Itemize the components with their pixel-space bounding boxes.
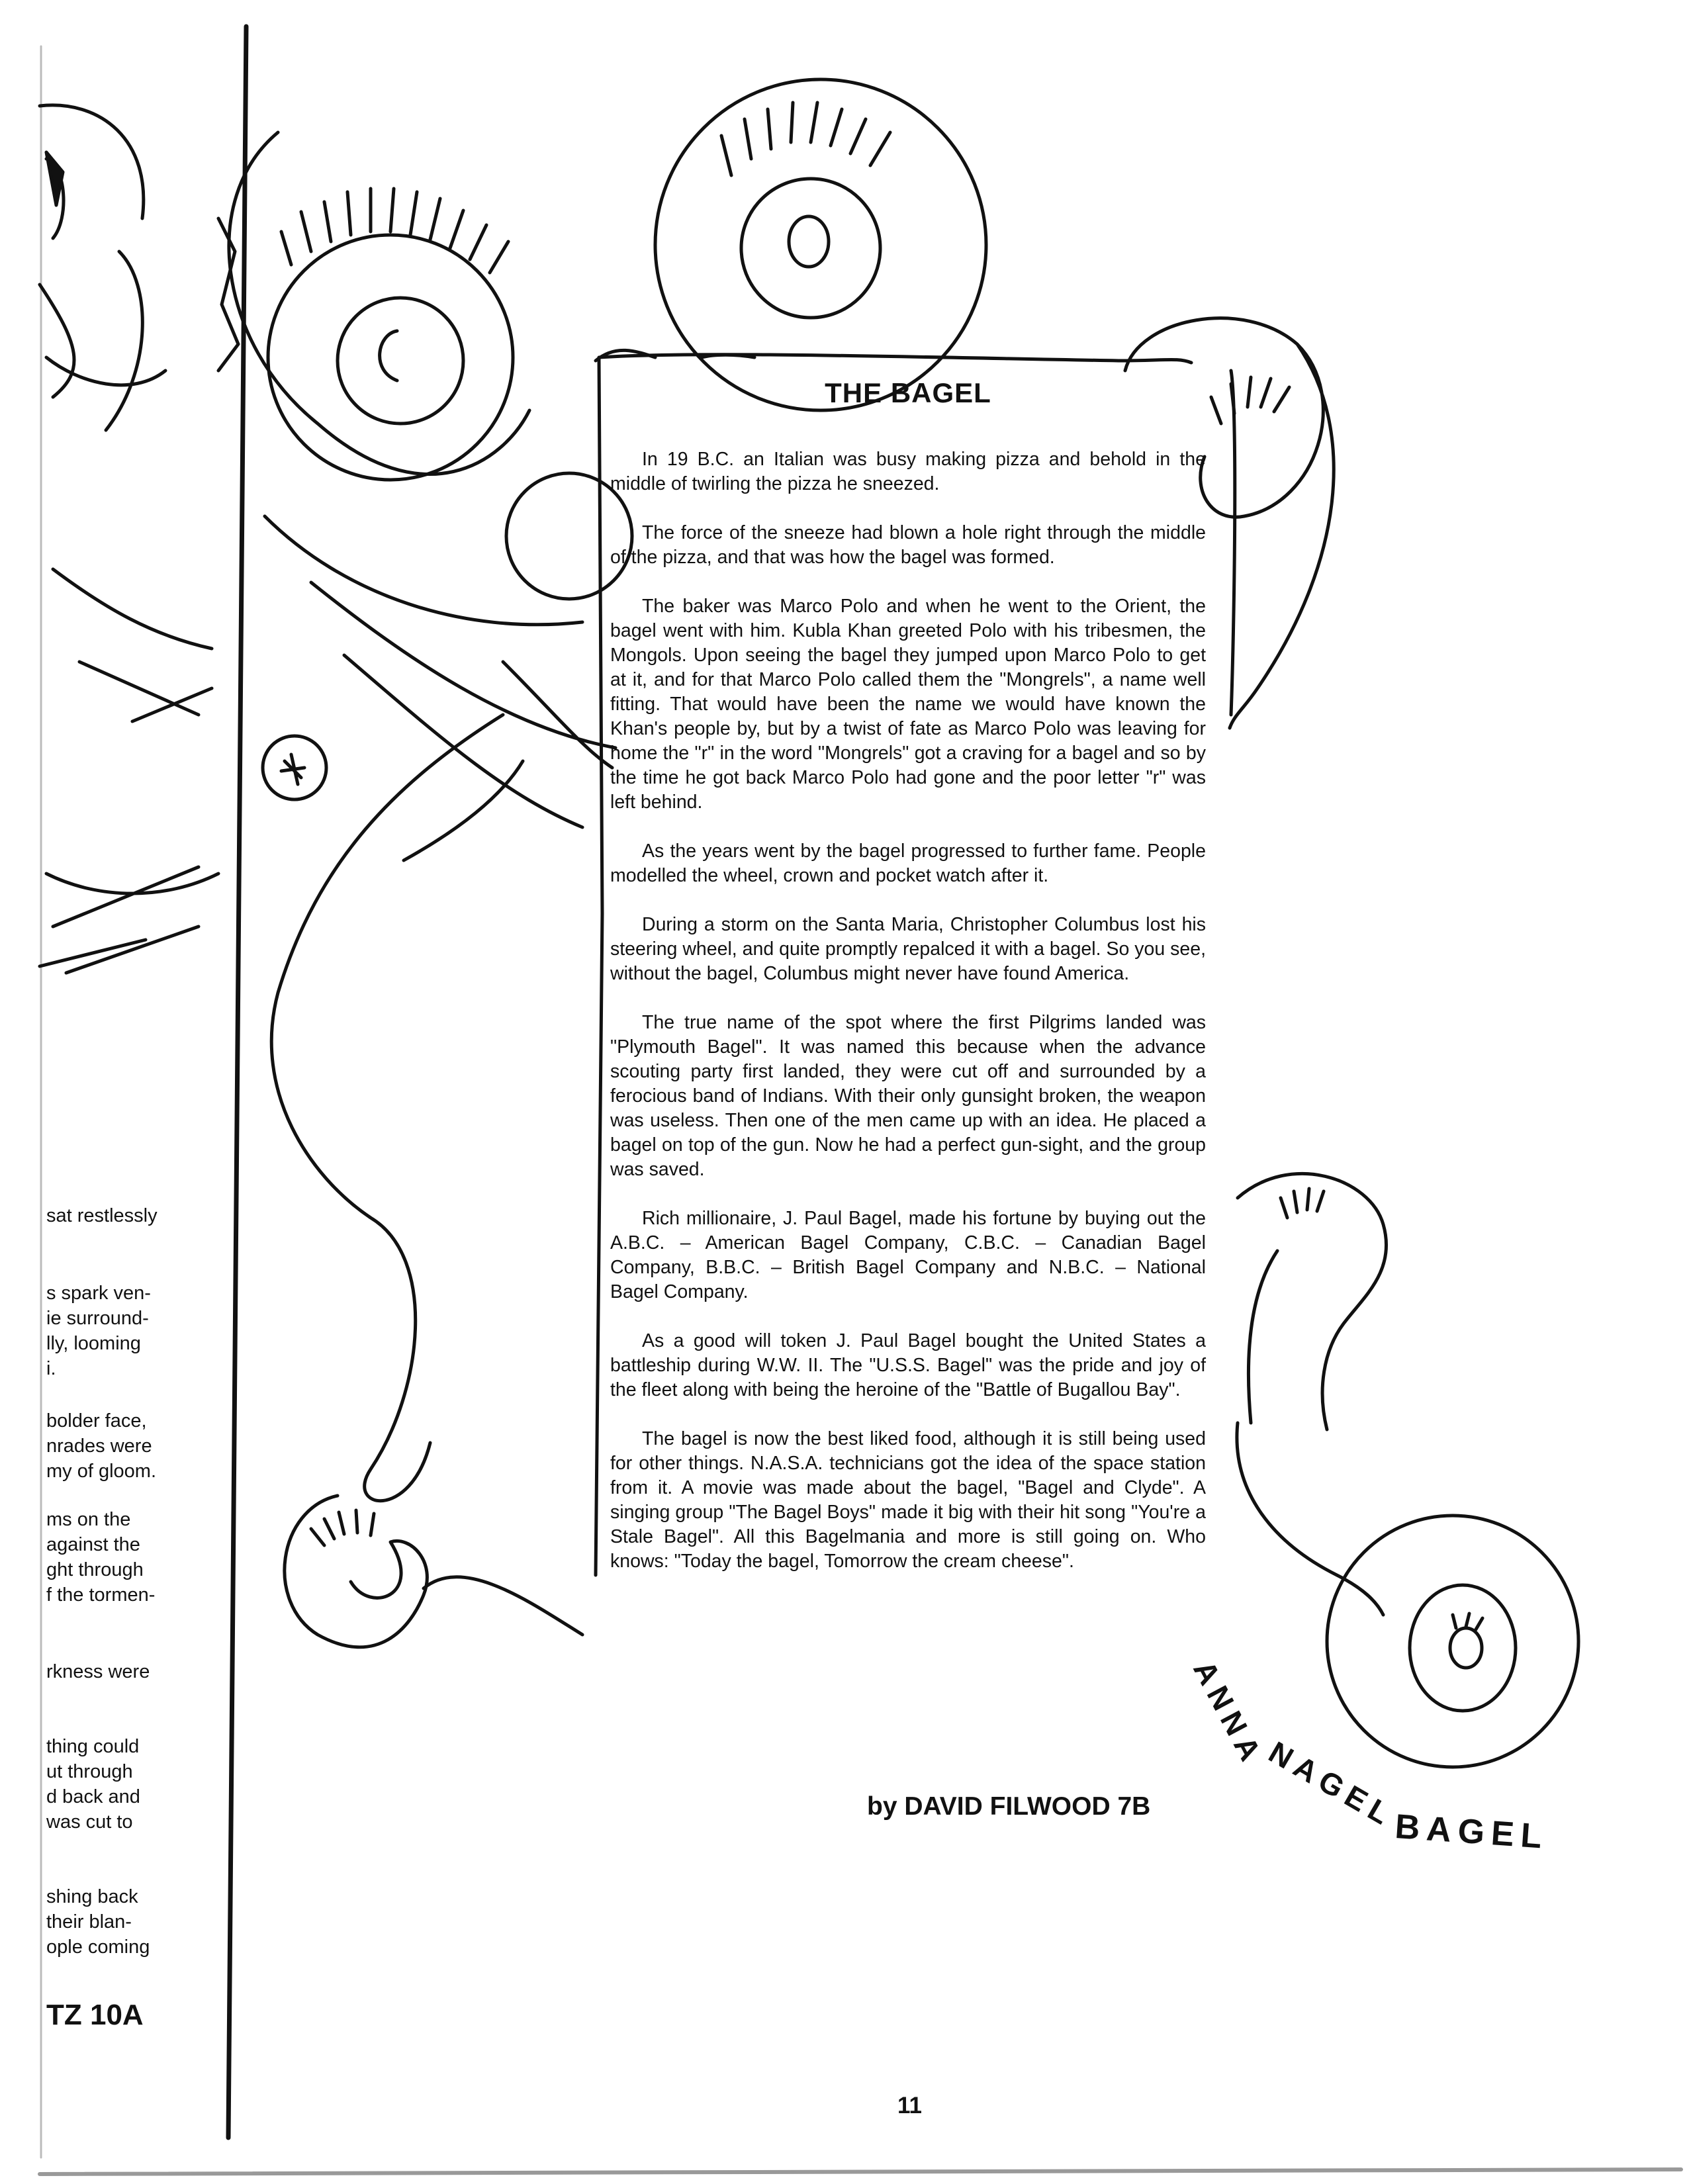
- left-fragment-4: [46, 1507, 155, 1608]
- page-number: 11: [897, 2093, 922, 2118]
- lower-right-bagel-outer: [1327, 1516, 1578, 1767]
- left-face-drawing: [40, 105, 218, 973]
- top-eye-inner: [741, 179, 880, 318]
- left-page-code: TZ 10A: [46, 1999, 144, 2031]
- article: [610, 377, 1206, 1598]
- top-eye-lashes: [721, 103, 890, 175]
- bottom-bagel-lashes: [311, 1510, 374, 1545]
- fragment-line: lly, looming: [46, 1333, 141, 1354]
- nipple-left-mark: [281, 754, 304, 784]
- fragment-line: ms on the: [46, 1509, 131, 1530]
- article-paragraph: Rich millionaire, J. Paul Bagel, made his fortune by buying out the A.B.C. – American Bagel Company, C.B.C. – Canadian Bagel Company, B.B.C. – British Bagel Company and N.B.C. – National Bagel Company.: [610, 1208, 1206, 1302]
- article-paragraph: During a storm on the Santa Maria, Christopher Columbus lost his steering wheel, and quite promptly repalced it with a bagel. So you see, without the bagel, Columbus might never have found America.: [610, 914, 1206, 984]
- article-paragraph: The bagel is now the best liked food, although it is still being used for other things. N.A.S.A. technicians got the idea of the space station from it. A movie was made about the bagel, "Bagel and Clyde". A singing group "The Bagel Boys" made it big with their hit song "You're a Stale Bagel". All this Bagelmania and more is still going on. Who knows: "Today the bagel, Tomorrow the cream cheese".: [610, 1428, 1206, 1572]
- lower-right-bagel-inner: [1410, 1585, 1516, 1711]
- lower-right-lashes: [1281, 1189, 1483, 1629]
- fragment-line: rkness were: [46, 1661, 150, 1682]
- large-eye-outer: [268, 235, 513, 480]
- article-paragraph: As a good will token J. Paul Bagel bought the United States a battleship during W.W. II. The "U.S.S. Bagel" was the pride and joy of the fleet along with being the heroine of the "Battle of Bugallou Bay".: [610, 1330, 1206, 1400]
- fragment-line: d back and: [46, 1786, 140, 1807]
- article-byline: by DAVID FILWOOD 7B: [867, 1792, 1151, 1821]
- left-fragment-6: [46, 1734, 140, 1835]
- large-eye-inner: [338, 298, 463, 424]
- article-paragraph: In 19 B.C. an Italian was busy making pizza and behold in the middle of twirling the pizza he sneezed.: [610, 449, 1206, 494]
- top-eye-outer: [655, 79, 986, 410]
- fragment-line: was cut to: [46, 1811, 133, 1833]
- bottom-edge-shadow: [40, 2169, 1681, 2174]
- fragment-line: ght through: [46, 1559, 144, 1580]
- fragment-line: ie surround-: [46, 1308, 149, 1329]
- fragment-line: f the tormen-: [46, 1584, 156, 1606]
- fragment-line: s spark ven-: [46, 1283, 151, 1304]
- left-fragment-5: [46, 1659, 150, 1684]
- article-paragraph: The baker was Marco Polo and when he went to the Orient, the bagel went with him. Kubla Khan greeted Polo with his tribesmen, the Mongols. Upon seeing the bagel they jumped upon Marco Polo to get at it, and for that Marco Polo called them the "Mongrels", a name well fitting. That would have been the name we would have known the Khan's people by, but by a twist of fate as Marco Polo was leaving for home the "r" in the word "Mongrels" got a craving for a bagel and so by the time he got back Marco Polo had gone and the poor letter "r" was left behind.: [610, 596, 1206, 813]
- left-fragment-7: [46, 1884, 150, 1960]
- left-face-eye: [46, 152, 63, 205]
- fragment-line: ople coming: [46, 1936, 150, 1958]
- large-eye-pupil: [380, 331, 397, 381]
- fragment-line: ut through: [46, 1761, 133, 1782]
- fragment-line: sat restlessly: [46, 1205, 158, 1226]
- fragment-line: against the: [46, 1534, 140, 1555]
- article-paragraph: The force of the sneeze had blown a hole right through the middle of the pizza, and that was how the bagel was formed.: [610, 522, 1206, 568]
- top-eye-pupil: [789, 216, 829, 267]
- signature-middle: NAGEL: [1263, 1734, 1402, 1835]
- bottom-bagel-curve: [424, 1577, 582, 1635]
- right-hand-lashes: [1211, 377, 1289, 424]
- signature-first: ANNA: [1187, 1655, 1271, 1772]
- left-fragment-3: [46, 1408, 156, 1484]
- left-fragment-1: [46, 1203, 158, 1228]
- article-paragraph: As the years went by the bagel progressed to further fame. People modelled the wheel, crown and pocket watch after it.: [610, 841, 1206, 886]
- article-title: THE BAGEL: [825, 377, 991, 408]
- lower-right-arm: [1237, 1173, 1387, 1615]
- fragment-line: bolder face,: [46, 1410, 147, 1432]
- fragment-line: i.: [46, 1358, 56, 1379]
- left-fragment-2: [46, 1281, 151, 1381]
- fragment-line: nrades were: [46, 1435, 152, 1457]
- body-swirl: [229, 132, 616, 1501]
- fragment-line: shing back: [46, 1886, 138, 1907]
- lower-right-bagel-pupil: [1450, 1628, 1482, 1668]
- fragment-line: their blan-: [46, 1911, 132, 1933]
- article-paragraph: The true name of the spot where the first Pilgrims landed was "Plymouth Bagel". It was named this because when the advance scouting party first landed, they were cut off and surrounded by a ferocious band of Indians. With their only gunsight broken, the weapon was useless. Then one of the men came up with an idea. He placed a bagel on top of the gun. Now he had a perfect gun-sight, and the group was saved.: [610, 1012, 1206, 1180]
- fragment-line: thing could: [46, 1736, 140, 1757]
- signature-last: BAGEL: [1393, 1807, 1550, 1857]
- fragment-line: my of gloom.: [46, 1461, 156, 1482]
